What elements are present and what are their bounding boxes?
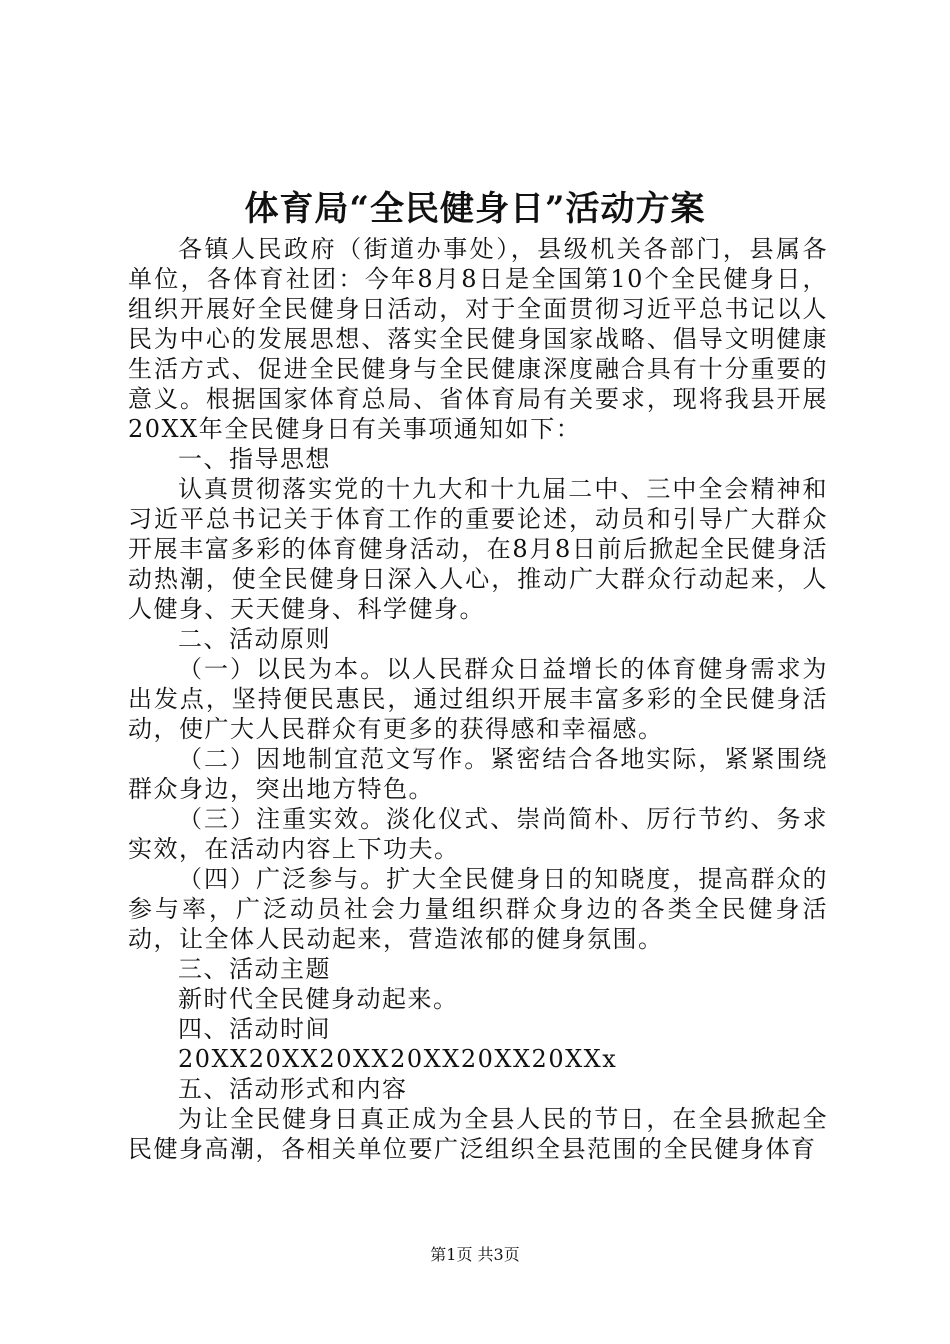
guiding-ideology-paragraph: 认真贯彻落实党的十九大和十九届二中、三中全会精神和习近平总书记关于体育工作的重要论述，动员和引导广大群众开展丰富多彩的体育健身活动，在8月8日前后掀起全民健身活动热潮，使全民健身日深入人心，推动广大群众行动起来，人人健身、天天健身、科学健身。	[128, 475, 828, 623]
document-body	[128, 234, 828, 1164]
time-paragraph: 20XX20XX20XX20XX20XX20XXx	[178, 1045, 618, 1073]
document-title: 体育局“全民健身日”活动方案	[244, 189, 706, 229]
principle-4-paragraph: （四）广泛参与。扩大全民健身日的知晓度，提高群众的参与率，广泛动员社会力量组织群众身边的各类全民健身活动，让全体人民动起来，营造浓郁的健身氛围。	[128, 865, 828, 953]
theme-paragraph: 新时代全民健身动起来。	[178, 985, 459, 1013]
principle-3-paragraph: （三）注重实效。淡化仪式、崇尚简朴、厉行节约、务求实效，在活动内容上下功夫。	[128, 805, 828, 863]
principle-2-paragraph: （二）因地制宜范文写作。紧密结合各地实际，紧紧围绕群众身边，突出地方特色。	[128, 745, 828, 803]
section-heading-time: 四、活动时间	[178, 1015, 331, 1043]
section-heading-guiding-ideology: 一、指导思想	[178, 445, 331, 473]
page-footer: 第1页 共3页	[430, 1245, 520, 1264]
section-heading-form-content: 五、活动形式和内容	[178, 1075, 408, 1103]
intro-paragraph: 各镇人民政府（街道办事处），县级机关各部门，县属各单位，各体育社团：今年8月8日是全国第10个全民健身日，组织开展好全民健身日活动，对于全面贯彻习近平总书记以人民为中心的发展思想、落实全民健身国家战略、倡导文明健康生活方式、促进全民健身与全民健康深度融合具有十分重要的意义。根据国家体育总局、省体育局有关要求，现将我县开展20XX年全民健身日有关事项通知如下：	[128, 235, 828, 443]
section-heading-principles: 二、活动原则	[178, 625, 331, 653]
form-content-paragraph: 为让全民健身日真正成为全县人民的节日，在全县掀起全民健身高潮，各相关单位要广泛组织全县范围的全民健身体育	[128, 1105, 828, 1163]
principle-1-paragraph: （一）以民为本。以人民群众日益增长的体育健身需求为出发点，坚持便民惠民，通过组织开展丰富多彩的全民健身活动，使广大人民群众有更多的获得感和幸福感。	[128, 655, 828, 743]
section-heading-theme: 三、活动主题	[178, 955, 331, 983]
